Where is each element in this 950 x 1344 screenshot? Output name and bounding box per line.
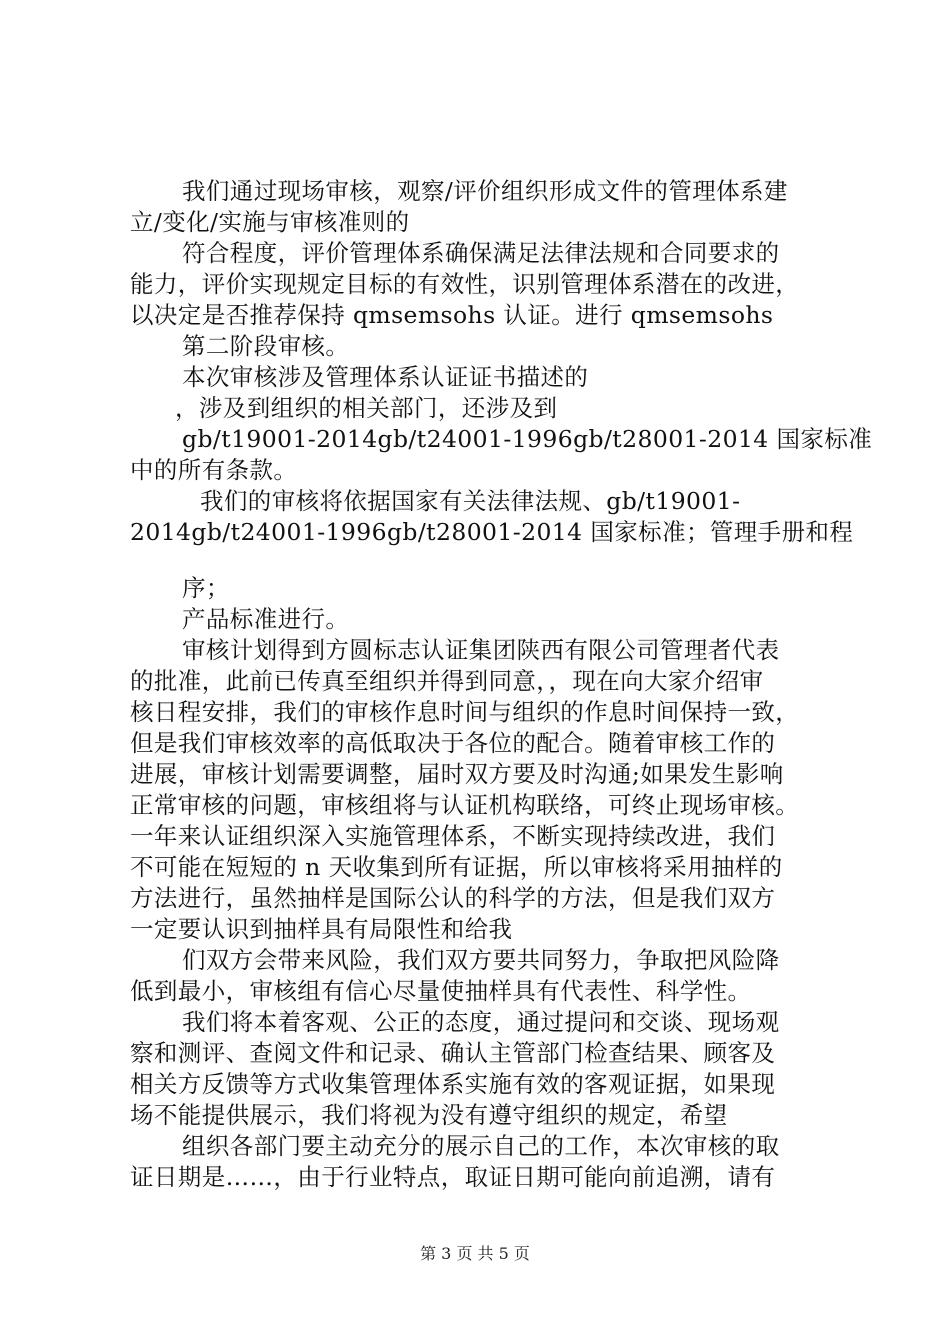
text-line: 不可能在短短的 n 天收集到所有证据，所以审核将采用抽样的 <box>130 853 783 881</box>
text-line: 产品标准进行。 <box>182 605 350 633</box>
text-line: 审核计划得到方圆标志认证集团陕西有限公司管理者代表 <box>182 636 780 664</box>
text-line: 符合程度，评价管理体系确保满足法律法规和合同要求的 <box>182 239 780 267</box>
text-line: 中的所有条款。 <box>130 456 298 484</box>
page-footer: 第 3 页 共 5 页 <box>420 1244 530 1263</box>
text-line: 我们的审核将依据国家有关法律法规、gb/t19001- <box>200 487 741 515</box>
text-line: 我们通过现场审核，观察/评价组织形成文件的管理体系建 <box>182 177 788 205</box>
text-line: 第二阶段审核。 <box>182 332 350 360</box>
text-line: 以决定是否推荐保持 qmsemsohs 认证。进行 qmsemsohs <box>130 301 774 329</box>
text-line: gb/t19001-2014gb/t24001-1996gb/t28001-2014 国家标准 <box>182 425 873 453</box>
text-line: 场不能提供展示，我们将视为没有遵守组织的规定，希望 <box>130 1101 728 1129</box>
text-line: 立/变化/实施与审核准则的 <box>130 208 410 236</box>
text-line: 2014gb/t24001-1996gb/t28001-2014 国家标准；管理手册和程 <box>130 518 854 546</box>
text-line: ，涉及到组织的相关部门，还涉及到 <box>175 394 558 422</box>
text-line: 我们将本着客观、公正的态度，通过提问和交谈、现场观 <box>182 1008 780 1036</box>
text-line: 察和测评、查阅文件和记录、确认主管部门检查结果、顾客及 <box>130 1039 776 1067</box>
text-line: 进展，审核计划需要调整，届时双方要及时沟通;如果发生影响 <box>130 760 784 788</box>
text-line: 本次审核涉及管理体系认证证书描述的 <box>182 363 589 391</box>
text-line: 们双方会带来风险，我们双方要共同努力，争取把风险降 <box>182 946 780 974</box>
text-line: 一定要认识到抽样具有局限性和给我 <box>130 915 513 943</box>
text-line: 组织各部门要主动充分的展示自己的工作，本次审核的取 <box>182 1132 780 1160</box>
text-line: 相关方反馈等方式收集管理体系实施有效的客观证据，如果现 <box>130 1070 776 1098</box>
text-line: 核日程安排，我们的审核作息时间与组织的作息时间保持一致， <box>130 698 800 726</box>
text-line: 方法进行，虽然抽样是国际公认的科学的方法，但是我们双方 <box>130 884 776 912</box>
text-line: 低到最小，审核组有信心尽量使抽样具有代表性、科学性。 <box>130 977 752 1005</box>
text-line: 序； <box>182 574 230 602</box>
text-line: 的批准，此前已传真至组织并得到同意，，现在向大家介绍审 <box>130 667 764 695</box>
text-line: 但是我们审核效率的高低取决于各位的配合。随着审核工作的 <box>130 729 776 757</box>
text-line: 能力，评价实现规定目标的有效性，识别管理体系潜在的改进， <box>130 270 800 298</box>
text-line: 证日期是……，由于行业特点，取证日期可能向前追溯，请有 <box>130 1163 776 1191</box>
text-line: 一年来认证组织深入实施管理体系，不断实现持续改进，我们 <box>130 822 776 850</box>
text-line: 正常审核的问题，审核组将与认证机构联络，可终止现场审核。 <box>130 791 800 819</box>
